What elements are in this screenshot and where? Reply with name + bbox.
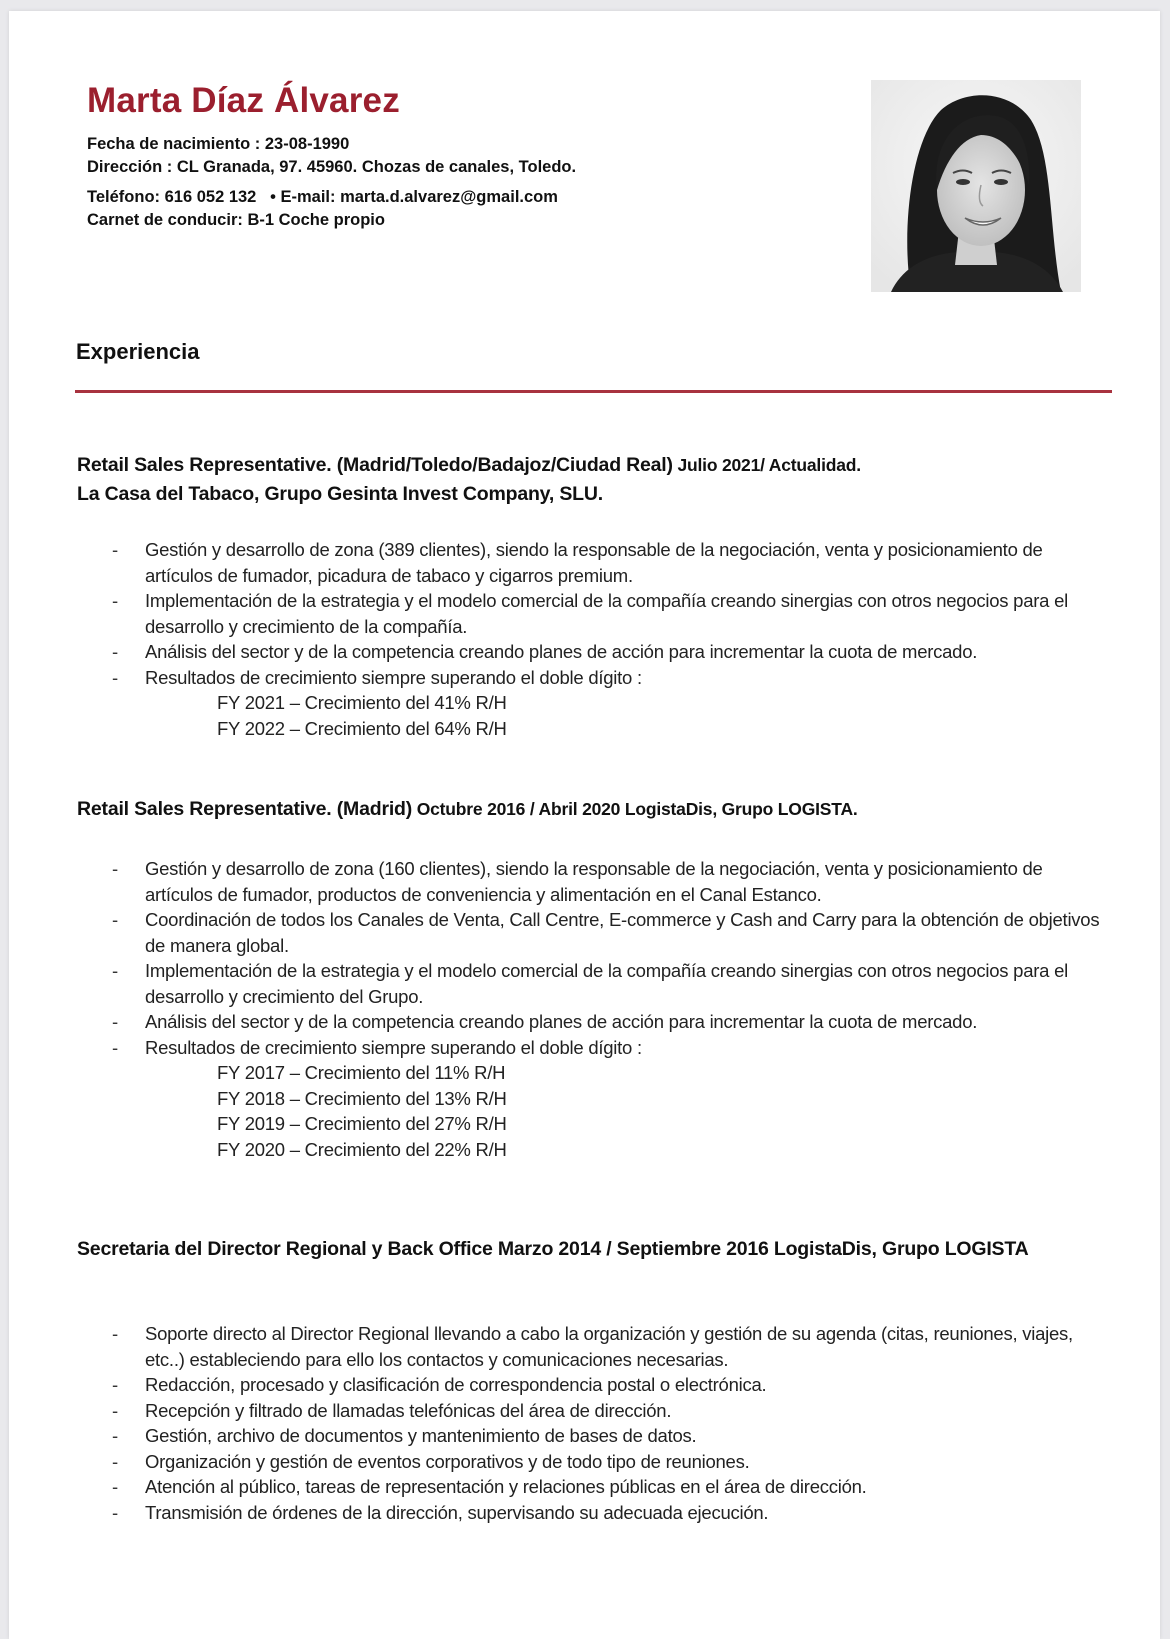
result-line: FY 2022 – Crecimiento del 64% R/H (217, 717, 507, 739)
list-item: - Transmisión de órdenes de la dirección, supervisando su adecuada ejecución. (112, 1501, 769, 1523)
list-item: - Soporte directo al Director Regional llevando a cabo la organización y gestión de su agenda (citas, reuniones, viajes, etc..) estableciendo para ello los contactos y comunicaciones necesarias. (112, 1323, 1073, 1370)
contact-line: Teléfono: 616 052 132 • E-mail: marta.d.alvarez@gmail.com (87, 188, 558, 206)
list-item: - Análisis del sector y de la competencia creando planes de acción para incrementar la cuota de mercado. (112, 641, 978, 662)
job-2-bullets (112, 856, 1112, 1162)
job-1-bullets (112, 537, 1112, 741)
job-title-2-dates: Octubre 2016 / Abril 2020 LogistaDis, Grupo LOGISTA. (412, 799, 858, 819)
list-item: - Atención al público, tareas de representación y relaciones públicas en el área de dirección. (112, 1476, 867, 1497)
section-divider (75, 390, 1112, 393)
birth-date: Fecha de nacimiento : 23-08-1990 (87, 135, 350, 153)
list-item: - Recepción y filtrado de llamadas telefónicas del área de dirección. (112, 1399, 672, 1421)
job-title-1 (77, 454, 861, 477)
job-title-2-role: Retail Sales Representative. (Madrid) (77, 798, 413, 820)
result-line: FY 2020 – Crecimiento del 22% R/H (217, 1138, 507, 1160)
portrait-icon (871, 80, 1081, 292)
list-item: - Implementación de la estrategia y el modelo comercial de la compañía creando sinergias con otros negocios para el desarrollo y crecimiento de la compañía. (112, 590, 1068, 637)
list-item: - Gestión, archivo de documentos y mantenimiento de bases de datos. (112, 1425, 697, 1446)
job-title-1-role: Retail Sales Representative. (Madrid/Toledo/Badajoz/Ciudad Real) (77, 454, 673, 476)
driving-license: Carnet de conducir: B-1 Coche propio (87, 211, 385, 229)
list-item: - Gestión y desarrollo de zona (389 clientes), siendo la responsable de la negociación, venta y posicionamiento de artículos de fumador, picadura de tabaco y cigarros premium. (112, 539, 1043, 586)
profile-photo (871, 80, 1081, 292)
list-item: - Resultados de crecimiento siempre superando el doble dígito : (112, 1036, 642, 1058)
list-item: - Implementación de la estrategia y el modelo comercial de la compañía creando sinergias con otros negocios para el desarrollo y crecimiento del Grupo. (112, 960, 1068, 1007)
candidate-name: Marta Díaz Álvarez (87, 81, 400, 120)
section-title-experience: Experiencia (76, 339, 200, 364)
list-item: - Coordinación de todos los Canales de Venta, Call Centre, E-commerce y Cash and Carry para la obtención de objetivos de manera global. (112, 909, 1100, 956)
job-title-2 (77, 798, 858, 821)
list-item: - Resultados de crecimiento siempre superando el doble dígito : (112, 666, 642, 688)
job-title-1-dates: Julio 2021/ Actualidad. (672, 455, 861, 475)
job-3-bullets (112, 1321, 1112, 1525)
result-line: FY 2017 – Crecimiento del 11% R/H (217, 1062, 506, 1083)
address: Dirección : CL Granada, 97. 45960. Chozas de canales, Toledo. (87, 158, 577, 176)
job-title-3: Secretaria del Director Regional y Back Office Marzo 2014 / Septiembre 2016 LogistaDis, Grupo LOGISTA (77, 1238, 1029, 1260)
list-item: - Análisis del sector y de la competencia creando planes de acción para incrementar la cuota de mercado. (112, 1011, 978, 1032)
result-line: FY 2018 – Crecimiento del 13% R/H (217, 1087, 507, 1109)
cv-page (9, 11, 1160, 1639)
list-item: - Redacción, procesado y clasificación de correspondencia postal o electrónica. (112, 1374, 767, 1395)
list-item: - Organización y gestión de eventos corporativos y de todo tipo de reuniones. (112, 1450, 750, 1472)
result-line: FY 2021 – Crecimiento del 41% R/H (217, 692, 507, 713)
result-line: FY 2019 – Crecimiento del 27% R/H (217, 1113, 507, 1134)
list-item: - Gestión y desarrollo de zona (160 clientes), siendo la responsable de la negociación, venta y posicionamiento de artículos de fumador, productos de conveniencia y alimentación en el Canal Estanco. (112, 858, 1043, 905)
job-company-1: La Casa del Tabaco, Grupo Gesinta Invest Company, SLU. (77, 483, 603, 505)
